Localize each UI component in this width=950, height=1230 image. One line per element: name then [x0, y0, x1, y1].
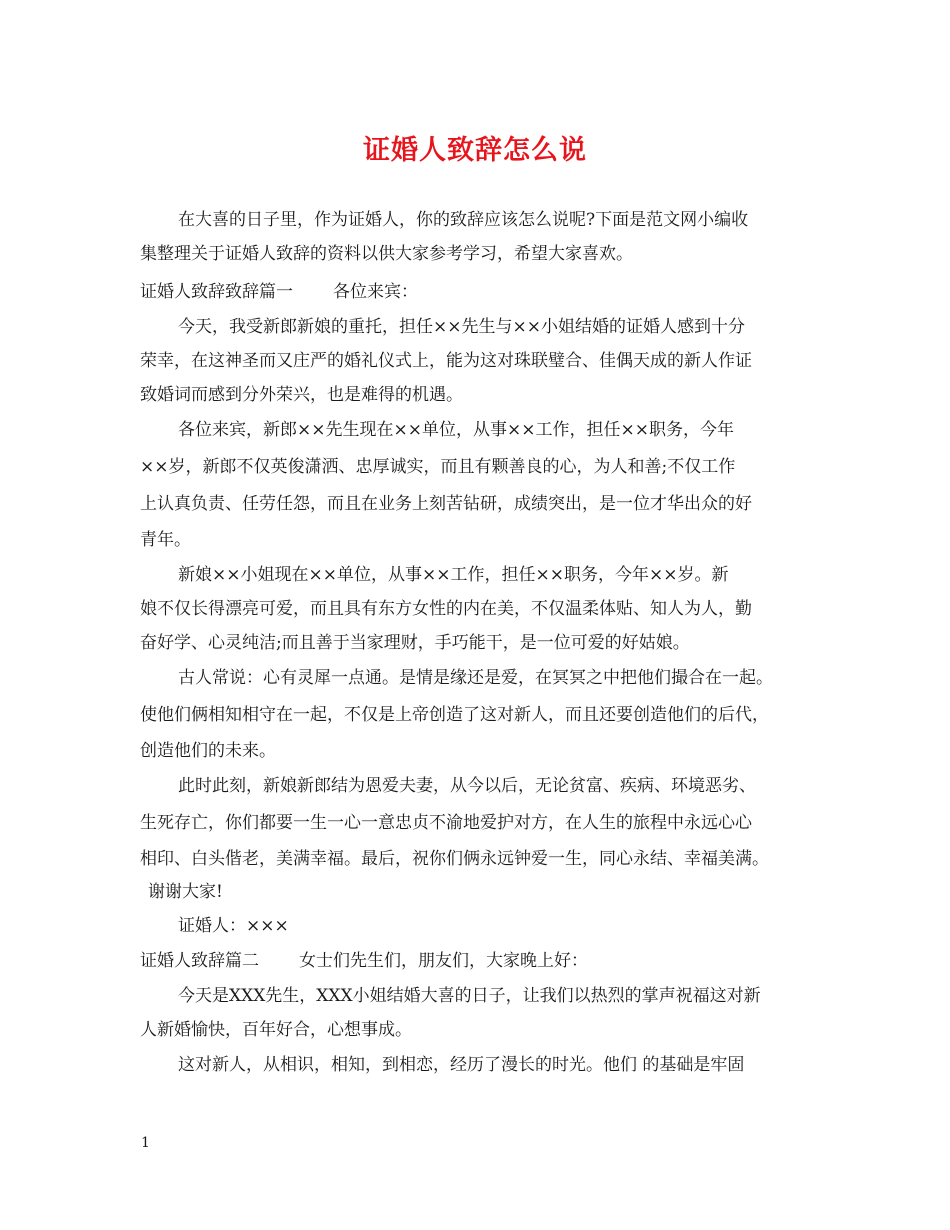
intro-line: 集整理关于证婚人致辞的资料以供大家参考学习，希望大家喜欢。 — [140, 244, 633, 264]
paragraph-line: 青年。 — [140, 530, 191, 550]
paragraph-line: 今天是XXX先生，XXX小姐结婚大喜的日子，让我们以热烈的掌声祝福这对新 — [178, 986, 761, 1006]
paragraph-line: 奋好学、心灵纯洁;而且善于当家理财，手巧能干，是一位可爱的好姑娘。 — [140, 633, 690, 653]
salutation: 各位来宾： — [333, 282, 418, 302]
paragraph-line: 人新婚愉快，百年好合，心想事成。 — [140, 1020, 412, 1040]
paragraph-line: 使他们俩相知相守在一起，不仅是上帝创造了这对新人，而且还要创造他们的后代， — [140, 705, 769, 725]
document-title: 证婚人致辞怎么说 — [363, 135, 587, 166]
intro-line: 在大喜的日子里，作为证婚人，你的致辞应该怎么说呢?下面是范文网小编收 — [178, 210, 749, 230]
section-heading-line — [140, 281, 418, 303]
paragraph-line: 今天，我受新郎新娘的重托，担任××先生与××小姐结婚的证婚人感到十分 — [178, 317, 745, 337]
paragraph-line: 此时此刻，新娘新郎结为恩爱夫妻，从今以后，无论贫富、疾病、环境恶劣、 — [178, 776, 756, 796]
paragraph-line: 娘不仅长得漂亮可爱，而且具有东方女性的内在美，不仅温柔体贴、知人为人，勤 — [140, 599, 752, 619]
page-number: 1 — [141, 1135, 150, 1151]
paragraph-line: 荣幸，在这神圣而又庄严的婚礼仪式上，能为这对珠联璧合、佳偶天成的新人作证 — [140, 351, 752, 371]
paragraph-line: 新娘××小姐现在××单位，从事××工作，担任××职务，今年××岁。新 — [178, 565, 729, 585]
paragraph-line: 相印、白头偕老，美满幸福。最后，祝你们俩永远钟爱一生，同心永结、幸福美满。 — [140, 849, 769, 869]
paragraph-line: ××岁，新郎不仅英俊潇洒、忠厚诚实，而且有颗善良的心，为人和善;不仅工作 — [140, 457, 736, 477]
paragraph-line: 这对新人，从相识，相知，到相恋，经历了漫长的时光。他们 的基础是牢固 — [178, 1055, 745, 1075]
paragraph-line: 上认真负责、任劳任怨，而且在业务上刻苦钻研，成绩突出，是一位才华出众的好 — [140, 494, 752, 514]
paragraph-line: 各位来宾，新郎××先生现在××单位，从事××工作，担任××职务，今年 — [178, 420, 734, 440]
signature: 证婚人：××× — [178, 916, 289, 936]
section-heading: 证婚人致辞致辞篇一 — [140, 282, 293, 302]
section-heading-line — [140, 950, 588, 972]
section-heading: 证婚人致辞篇二 — [140, 951, 259, 971]
salutation: 女士们先生们，朋友们，大家晚上好： — [299, 951, 588, 971]
paragraph-line: 生死存亡，你们都要一生一心一意忠贞不渝地爱护对方，在人生的旅程中永远心心 — [140, 813, 752, 833]
paragraph-line: 致婚词而感到分外荣兴，也是难得的机遇。 — [140, 385, 463, 405]
paragraph-line: 谢谢大家! — [148, 882, 223, 902]
paragraph-line: 古人常说：心有灵犀一点通。是情是缘还是爱，在冥冥之中把他们撮合在一起。 — [178, 668, 773, 688]
paragraph-line: 创造他们的未来。 — [140, 741, 276, 761]
